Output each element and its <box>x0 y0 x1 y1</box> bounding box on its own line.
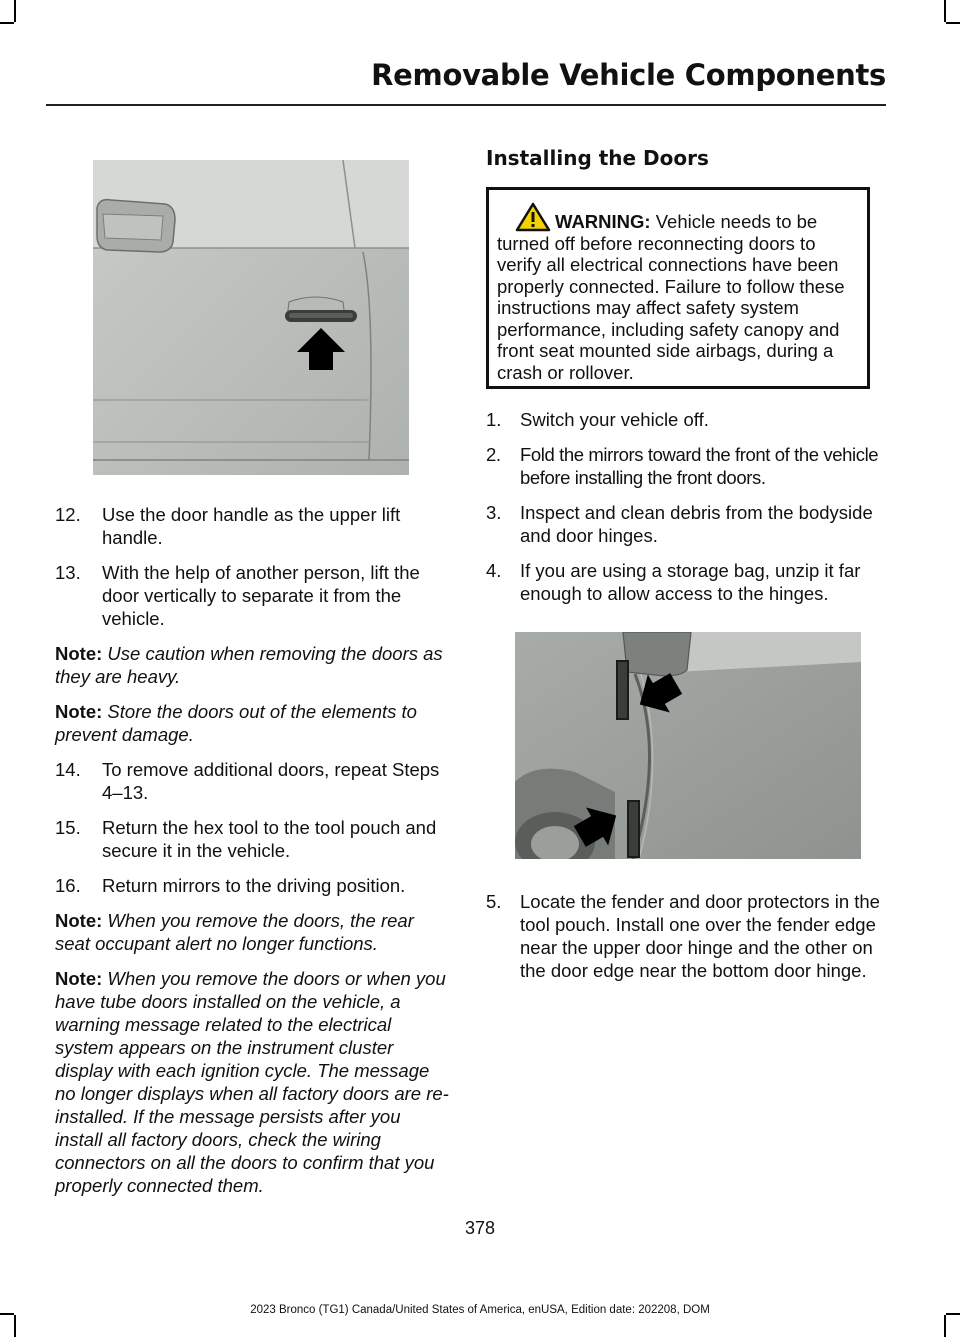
left-column <box>55 503 450 1209</box>
note-text: When you remove the doors or when you have tube doors installed on the vehicle, a warning message related to the electrical system appears on the instrument cluster display with each ignition cycle. The message no longer displays when all factory doors are re-installed. If the message persists after you install all factory doors, check the wiring connectors on all the doors to confirm that you properly connected them. <box>55 968 449 1196</box>
step-1 <box>486 408 880 431</box>
step-number: 16. <box>55 875 81 896</box>
step-number: 13. <box>55 562 81 583</box>
step-text: With the help of another person, lift the door vertically to separate it from the vehicle. <box>102 562 420 629</box>
header-divider <box>46 104 886 106</box>
step-text: To remove additional doors, repeat Steps 4–13. <box>102 759 440 803</box>
step-text: Return the hex tool to the tool pouch and secure it in the vehicle. <box>102 817 437 861</box>
section-heading: Installing the Doors <box>486 146 709 170</box>
right-column-steps <box>486 408 880 617</box>
hinge-protector-illustration <box>515 632 861 859</box>
step-number: 1. <box>486 409 502 430</box>
warning-box <box>486 187 870 389</box>
footer-edition: 2023 Bronco (TG1) Canada/United States of America, enUSA, Edition date: 202208, DOM <box>250 1304 710 1316</box>
note-text: Store the doors out of the elements to prevent damage. <box>55 701 417 745</box>
page-number: 378 <box>464 1218 496 1238</box>
step-number: 14. <box>55 759 81 780</box>
warning-label: WARNING: <box>555 211 651 232</box>
step-number: 2. <box>486 444 501 465</box>
step-text: Switch your vehicle off. <box>520 409 709 430</box>
note-text: When you remove the doors, the rear seat occupant alert no longer functions. <box>55 910 414 954</box>
note-label: Note: <box>55 643 103 664</box>
page-title: Removable Vehicle Components <box>371 58 886 92</box>
step-3 <box>486 501 880 547</box>
warning-triangle-icon <box>515 202 551 232</box>
step-16 <box>55 874 450 897</box>
note-label: Note: <box>55 701 103 722</box>
step-14 <box>55 758 450 804</box>
crop-mark <box>944 1315 946 1337</box>
right-column-steps-b <box>486 890 880 994</box>
crop-mark <box>14 1315 16 1337</box>
crop-mark <box>0 22 14 24</box>
note <box>55 700 450 746</box>
step-text: Locate the fender and door protectors in the tool pouch. Install one over the fender edge near the upper door hinge and the other on the door edge near the bottom door hinge. <box>520 891 880 981</box>
step-text: Use the door handle as the upper lift handle. <box>102 504 401 548</box>
step-text: If you are using a storage bag, unzip it far enough to allow access to the hinges. <box>520 560 861 604</box>
step-text: Inspect and clean debris from the bodyside and door hinges. <box>520 502 873 546</box>
step-number: 5. <box>486 891 502 912</box>
warning-text: Vehicle needs to be turned off before reconnecting doors to verify all electrical connections have been properly connected. Failure to follow these instructions may affect safety system performance, including safety canopy and front seat mounted side airbags, during a crash or rollover. <box>497 211 845 383</box>
step-5 <box>486 890 880 982</box>
step-number: 3. <box>486 502 502 523</box>
step-12 <box>55 503 450 549</box>
crop-mark <box>946 22 960 24</box>
step-text: Fold the mirrors toward the front of the vehicle before installing the front doors. <box>520 444 879 488</box>
note <box>55 642 450 688</box>
step-15 <box>55 816 450 862</box>
note-label: Note: <box>55 968 103 989</box>
step-13 <box>55 561 450 630</box>
step-text: Return mirrors to the driving position. <box>102 875 406 896</box>
step-number: 4. <box>486 560 502 581</box>
note <box>55 909 450 955</box>
crop-mark <box>14 0 16 22</box>
step-number: 15. <box>55 817 81 838</box>
step-number: 12. <box>55 504 81 525</box>
note <box>55 967 450 1197</box>
step-2 <box>486 443 880 489</box>
note-label: Note: <box>55 910 103 931</box>
crop-mark <box>944 0 946 22</box>
door-handle-illustration <box>93 160 409 475</box>
note-text: Use caution when removing the doors as they are heavy. <box>55 643 443 687</box>
step-4 <box>486 559 880 605</box>
